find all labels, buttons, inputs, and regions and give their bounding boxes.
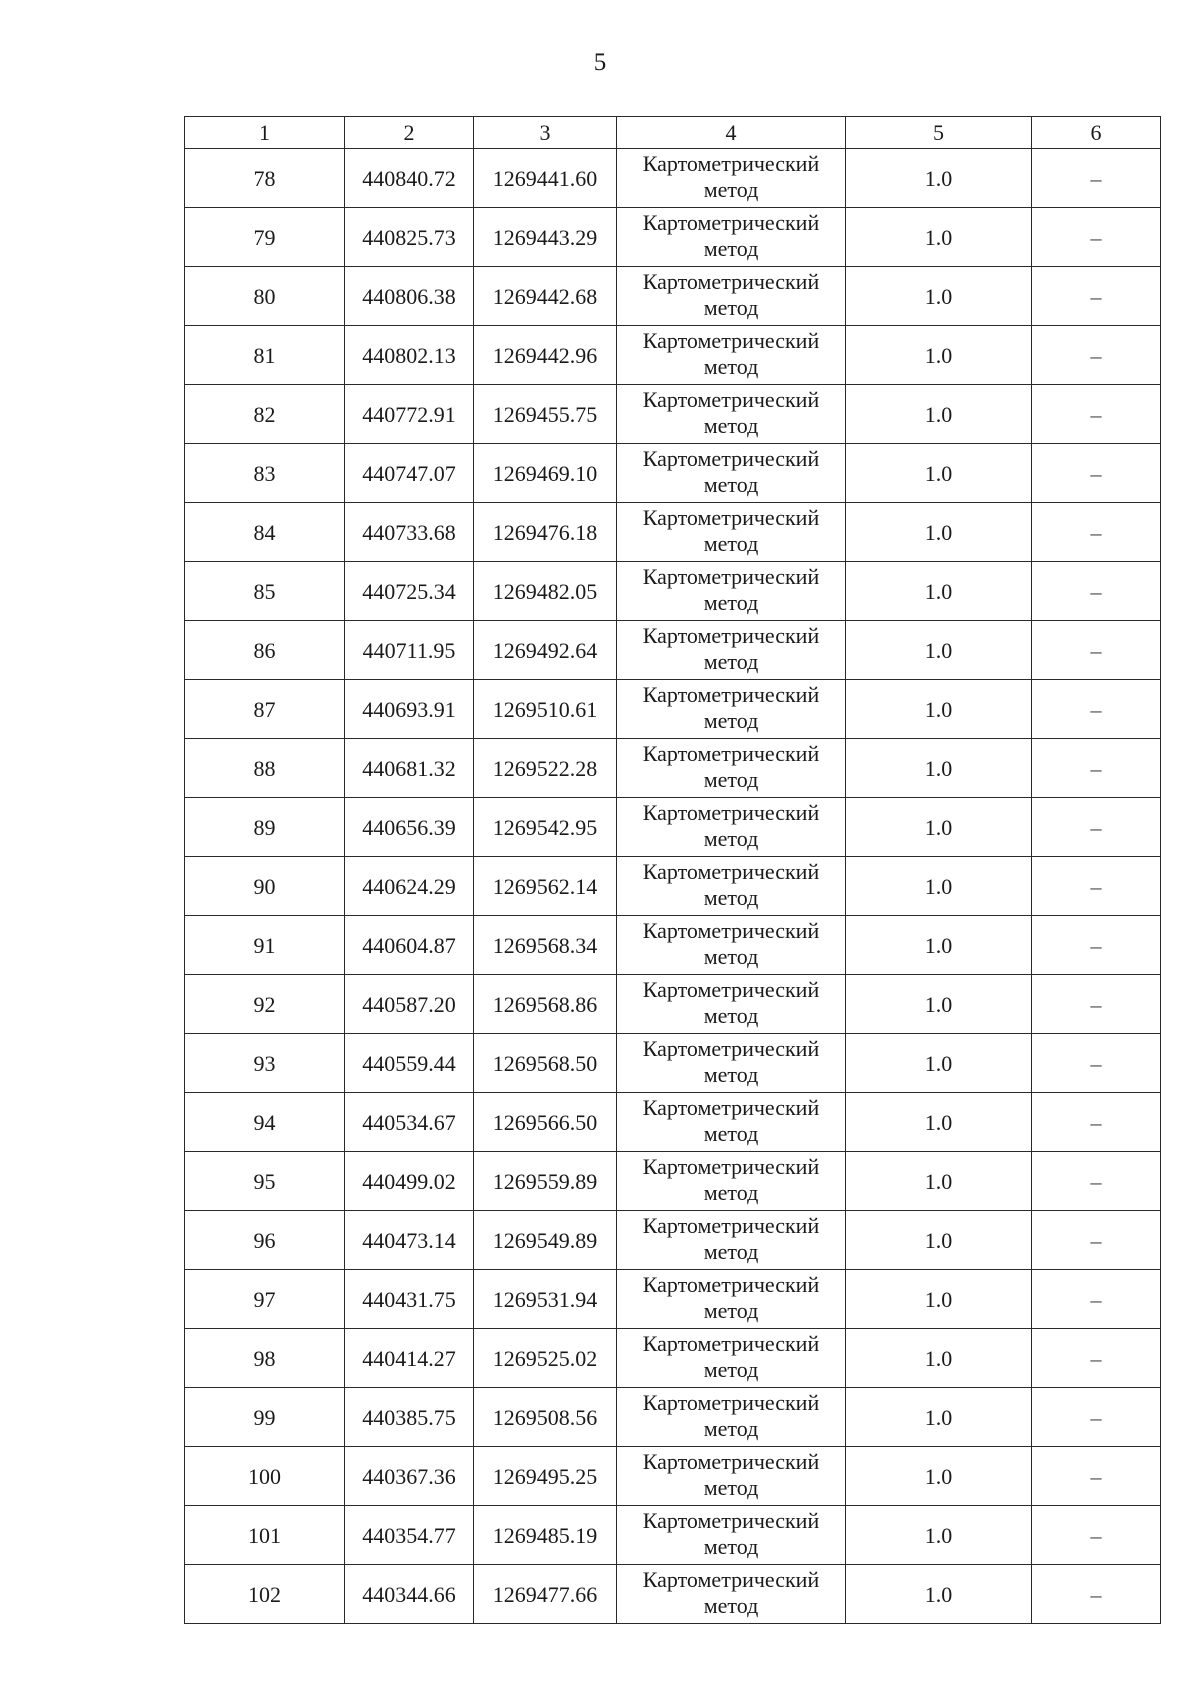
- method-line-1: Картометрический: [642, 918, 820, 943]
- accuracy-cell: 1.0: [846, 149, 1032, 208]
- table-row: [185, 562, 1161, 621]
- x-coordinate-cell: 440604.87: [345, 916, 474, 975]
- point-number-cell: 102: [185, 1565, 345, 1624]
- point-number-cell: 90: [185, 857, 345, 916]
- method-cell: [617, 1034, 846, 1093]
- point-number-cell: 91: [185, 916, 345, 975]
- method-line-1: Картометрический: [642, 1095, 820, 1120]
- method-line-2: метод: [703, 354, 759, 379]
- table-row: [185, 1506, 1161, 1565]
- method-cell: [617, 208, 846, 267]
- method-cell: [617, 1565, 846, 1624]
- method-line-2: метод: [703, 1003, 759, 1028]
- note-cell: –: [1032, 1034, 1161, 1093]
- x-coordinate-cell: 440656.39: [345, 798, 474, 857]
- note-cell: –: [1032, 267, 1161, 326]
- point-number-cell: 96: [185, 1211, 345, 1270]
- note-cell: –: [1032, 1506, 1161, 1565]
- column-header-6: 6: [1032, 117, 1161, 149]
- method-line-1: Картометрический: [642, 1390, 820, 1415]
- point-number-cell: 83: [185, 444, 345, 503]
- table-row: [185, 267, 1161, 326]
- table-row: [185, 1270, 1161, 1329]
- table-row: [185, 1093, 1161, 1152]
- accuracy-cell: 1.0: [846, 1329, 1032, 1388]
- method-line-1: Картометрический: [642, 859, 820, 884]
- point-number-cell: 100: [185, 1447, 345, 1506]
- method-line-1: Картометрический: [642, 682, 820, 707]
- accuracy-cell: 1.0: [846, 916, 1032, 975]
- note-cell: –: [1032, 975, 1161, 1034]
- x-coordinate-cell: 440725.34: [345, 562, 474, 621]
- method-line-1: Картометрический: [642, 1036, 820, 1061]
- point-number-cell: 94: [185, 1093, 345, 1152]
- y-coordinate-cell: 1269525.02: [474, 1329, 617, 1388]
- method-line-2: метод: [703, 1239, 759, 1264]
- method-line-2: метод: [703, 1298, 759, 1323]
- accuracy-cell: 1.0: [846, 975, 1032, 1034]
- x-coordinate-cell: 440711.95: [345, 621, 474, 680]
- method-line-1: Картометрический: [642, 800, 820, 825]
- accuracy-cell: 1.0: [846, 798, 1032, 857]
- table-row: [185, 798, 1161, 857]
- table-row: [185, 208, 1161, 267]
- note-cell: –: [1032, 149, 1161, 208]
- accuracy-cell: 1.0: [846, 1211, 1032, 1270]
- point-number-cell: 84: [185, 503, 345, 562]
- note-cell: –: [1032, 857, 1161, 916]
- method-line-2: метод: [703, 1475, 759, 1500]
- method-line-1: Картометрический: [642, 210, 820, 235]
- column-header-3: 3: [474, 117, 617, 149]
- method-line-1: Картометрический: [642, 623, 820, 648]
- accuracy-cell: 1.0: [846, 267, 1032, 326]
- point-number-cell: 87: [185, 680, 345, 739]
- method-cell: [617, 1506, 846, 1565]
- accuracy-cell: 1.0: [846, 385, 1032, 444]
- method-line-2: метод: [703, 413, 759, 438]
- y-coordinate-cell: 1269562.14: [474, 857, 617, 916]
- method-cell: [617, 1329, 846, 1388]
- column-header-2: 2: [345, 117, 474, 149]
- method-cell: [617, 326, 846, 385]
- table-row: [185, 1211, 1161, 1270]
- method-cell: [617, 1270, 846, 1329]
- point-number-cell: 85: [185, 562, 345, 621]
- accuracy-cell: 1.0: [846, 1565, 1032, 1624]
- accuracy-cell: 1.0: [846, 1388, 1032, 1447]
- point-number-cell: 97: [185, 1270, 345, 1329]
- accuracy-cell: 1.0: [846, 1506, 1032, 1565]
- accuracy-cell: 1.0: [846, 857, 1032, 916]
- method-line-1: Картометрический: [642, 328, 820, 353]
- accuracy-cell: 1.0: [846, 739, 1032, 798]
- y-coordinate-cell: 1269508.56: [474, 1388, 617, 1447]
- point-number-cell: 80: [185, 267, 345, 326]
- accuracy-cell: 1.0: [846, 621, 1032, 680]
- method-line-2: метод: [703, 236, 759, 261]
- y-coordinate-cell: 1269531.94: [474, 1270, 617, 1329]
- method-line-2: метод: [703, 1121, 759, 1146]
- coordinates-table: [184, 116, 1161, 1624]
- x-coordinate-cell: 440806.38: [345, 267, 474, 326]
- y-coordinate-cell: 1269566.50: [474, 1093, 617, 1152]
- x-coordinate-cell: 440802.13: [345, 326, 474, 385]
- method-line-1: Картометрический: [642, 387, 820, 412]
- method-line-1: Картометрический: [642, 446, 820, 471]
- note-cell: –: [1032, 680, 1161, 739]
- table-row: [185, 916, 1161, 975]
- method-cell: [617, 857, 846, 916]
- note-cell: –: [1032, 1270, 1161, 1329]
- method-line-1: Картометрический: [642, 741, 820, 766]
- note-cell: –: [1032, 444, 1161, 503]
- y-coordinate-cell: 1269476.18: [474, 503, 617, 562]
- table-row: [185, 326, 1161, 385]
- point-number-cell: 79: [185, 208, 345, 267]
- accuracy-cell: 1.0: [846, 208, 1032, 267]
- accuracy-cell: 1.0: [846, 1093, 1032, 1152]
- accuracy-cell: 1.0: [846, 1152, 1032, 1211]
- note-cell: –: [1032, 1152, 1161, 1211]
- x-coordinate-cell: 440693.91: [345, 680, 474, 739]
- y-coordinate-cell: 1269482.05: [474, 562, 617, 621]
- y-coordinate-cell: 1269442.96: [474, 326, 617, 385]
- method-line-2: метод: [703, 1180, 759, 1205]
- method-line-2: метод: [703, 472, 759, 497]
- note-cell: –: [1032, 208, 1161, 267]
- x-coordinate-cell: 440473.14: [345, 1211, 474, 1270]
- y-coordinate-cell: 1269568.50: [474, 1034, 617, 1093]
- method-cell: [617, 975, 846, 1034]
- method-line-2: метод: [703, 708, 759, 733]
- method-line-1: Картометрический: [642, 151, 820, 176]
- method-line-1: Картометрический: [642, 977, 820, 1002]
- accuracy-cell: 1.0: [846, 444, 1032, 503]
- method-cell: [617, 621, 846, 680]
- note-cell: –: [1032, 385, 1161, 444]
- table-row: [185, 1034, 1161, 1093]
- column-header-1: 1: [185, 117, 345, 149]
- x-coordinate-cell: 440825.73: [345, 208, 474, 267]
- note-cell: –: [1032, 1093, 1161, 1152]
- table-row: [185, 857, 1161, 916]
- note-cell: –: [1032, 326, 1161, 385]
- x-coordinate-cell: 440344.66: [345, 1565, 474, 1624]
- method-cell: [617, 680, 846, 739]
- accuracy-cell: 1.0: [846, 1270, 1032, 1329]
- point-number-cell: 88: [185, 739, 345, 798]
- method-line-1: Картометрический: [642, 1508, 820, 1533]
- table-row: [185, 680, 1161, 739]
- y-coordinate-cell: 1269568.86: [474, 975, 617, 1034]
- method-line-1: Картометрический: [642, 1213, 820, 1238]
- x-coordinate-cell: 440499.02: [345, 1152, 474, 1211]
- method-line-1: Картометрический: [642, 1449, 820, 1474]
- y-coordinate-cell: 1269510.61: [474, 680, 617, 739]
- method-cell: [617, 1093, 846, 1152]
- note-cell: –: [1032, 739, 1161, 798]
- y-coordinate-cell: 1269522.28: [474, 739, 617, 798]
- table-row: [185, 444, 1161, 503]
- point-number-cell: 93: [185, 1034, 345, 1093]
- method-line-2: метод: [703, 649, 759, 674]
- x-coordinate-cell: 440840.72: [345, 149, 474, 208]
- note-cell: –: [1032, 1565, 1161, 1624]
- note-cell: –: [1032, 1447, 1161, 1506]
- y-coordinate-cell: 1269568.34: [474, 916, 617, 975]
- table-row: [185, 149, 1161, 208]
- method-cell: [617, 798, 846, 857]
- y-coordinate-cell: 1269495.25: [474, 1447, 617, 1506]
- y-coordinate-cell: 1269477.66: [474, 1565, 617, 1624]
- method-cell: [617, 267, 846, 326]
- x-coordinate-cell: 440733.68: [345, 503, 474, 562]
- accuracy-cell: 1.0: [846, 562, 1032, 621]
- method-cell: [617, 562, 846, 621]
- point-number-cell: 95: [185, 1152, 345, 1211]
- method-cell: [617, 1447, 846, 1506]
- x-coordinate-cell: 440354.77: [345, 1506, 474, 1565]
- note-cell: –: [1032, 798, 1161, 857]
- x-coordinate-cell: 440747.07: [345, 444, 474, 503]
- x-coordinate-cell: 440367.36: [345, 1447, 474, 1506]
- method-line-2: метод: [703, 1534, 759, 1559]
- y-coordinate-cell: 1269492.64: [474, 621, 617, 680]
- table-row: [185, 739, 1161, 798]
- method-line-1: Картометрический: [642, 505, 820, 530]
- y-coordinate-cell: 1269455.75: [474, 385, 617, 444]
- method-line-2: метод: [703, 295, 759, 320]
- accuracy-cell: 1.0: [846, 503, 1032, 562]
- x-coordinate-cell: 440414.27: [345, 1329, 474, 1388]
- accuracy-cell: 1.0: [846, 1447, 1032, 1506]
- y-coordinate-cell: 1269442.68: [474, 267, 617, 326]
- point-number-cell: 82: [185, 385, 345, 444]
- table-row: [185, 1329, 1161, 1388]
- note-cell: –: [1032, 1211, 1161, 1270]
- point-number-cell: 81: [185, 326, 345, 385]
- method-line-1: Картометрический: [642, 564, 820, 589]
- x-coordinate-cell: 440385.75: [345, 1388, 474, 1447]
- table-row: [185, 975, 1161, 1034]
- method-line-2: метод: [703, 1416, 759, 1441]
- y-coordinate-cell: 1269441.60: [474, 149, 617, 208]
- method-cell: [617, 916, 846, 975]
- table-row: [185, 1447, 1161, 1506]
- method-line-1: Картометрический: [642, 1331, 820, 1356]
- point-number-cell: 89: [185, 798, 345, 857]
- point-number-cell: 99: [185, 1388, 345, 1447]
- table-row: [185, 1565, 1161, 1624]
- method-line-2: метод: [703, 531, 759, 556]
- x-coordinate-cell: 440534.67: [345, 1093, 474, 1152]
- method-cell: [617, 1388, 846, 1447]
- y-coordinate-cell: 1269485.19: [474, 1506, 617, 1565]
- table-row: [185, 503, 1161, 562]
- point-number-cell: 92: [185, 975, 345, 1034]
- table-row: [185, 1152, 1161, 1211]
- point-number-cell: 98: [185, 1329, 345, 1388]
- method-cell: [617, 1211, 846, 1270]
- x-coordinate-cell: 440772.91: [345, 385, 474, 444]
- x-coordinate-cell: 440681.32: [345, 739, 474, 798]
- method-line-2: метод: [703, 1593, 759, 1618]
- x-coordinate-cell: 440587.20: [345, 975, 474, 1034]
- method-line-2: метод: [703, 767, 759, 792]
- accuracy-cell: 1.0: [846, 680, 1032, 739]
- point-number-cell: 101: [185, 1506, 345, 1565]
- table-row: [185, 621, 1161, 680]
- method-line-1: Картометрический: [642, 1272, 820, 1297]
- method-line-2: метод: [703, 826, 759, 851]
- page-number: 5: [593, 49, 607, 76]
- point-number-cell: 78: [185, 149, 345, 208]
- y-coordinate-cell: 1269549.89: [474, 1211, 617, 1270]
- y-coordinate-cell: 1269443.29: [474, 208, 617, 267]
- method-cell: [617, 385, 846, 444]
- table-header-row: [185, 117, 1161, 149]
- column-header-5: 5: [846, 117, 1032, 149]
- note-cell: –: [1032, 1329, 1161, 1388]
- method-cell: [617, 444, 846, 503]
- x-coordinate-cell: 440624.29: [345, 857, 474, 916]
- table-row: [185, 385, 1161, 444]
- method-line-2: метод: [703, 1062, 759, 1087]
- y-coordinate-cell: 1269469.10: [474, 444, 617, 503]
- method-cell: [617, 739, 846, 798]
- method-line-1: Картометрический: [642, 269, 820, 294]
- method-line-2: метод: [703, 885, 759, 910]
- y-coordinate-cell: 1269542.95: [474, 798, 617, 857]
- column-header-4: 4: [617, 117, 846, 149]
- method-cell: [617, 1152, 846, 1211]
- table-row: [185, 1388, 1161, 1447]
- method-cell: [617, 503, 846, 562]
- note-cell: –: [1032, 1388, 1161, 1447]
- method-cell: [617, 149, 846, 208]
- method-line-1: Картометрический: [642, 1154, 820, 1179]
- x-coordinate-cell: 440431.75: [345, 1270, 474, 1329]
- note-cell: –: [1032, 503, 1161, 562]
- y-coordinate-cell: 1269559.89: [474, 1152, 617, 1211]
- note-cell: –: [1032, 562, 1161, 621]
- method-line-1: Картометрический: [642, 1567, 820, 1592]
- method-line-2: метод: [703, 944, 759, 969]
- accuracy-cell: 1.0: [846, 1034, 1032, 1093]
- method-line-2: метод: [703, 1357, 759, 1382]
- method-line-2: метод: [703, 177, 759, 202]
- point-number-cell: 86: [185, 621, 345, 680]
- table-body: [185, 149, 1161, 1624]
- method-line-2: метод: [703, 590, 759, 615]
- x-coordinate-cell: 440559.44: [345, 1034, 474, 1093]
- note-cell: –: [1032, 916, 1161, 975]
- accuracy-cell: 1.0: [846, 326, 1032, 385]
- note-cell: –: [1032, 621, 1161, 680]
